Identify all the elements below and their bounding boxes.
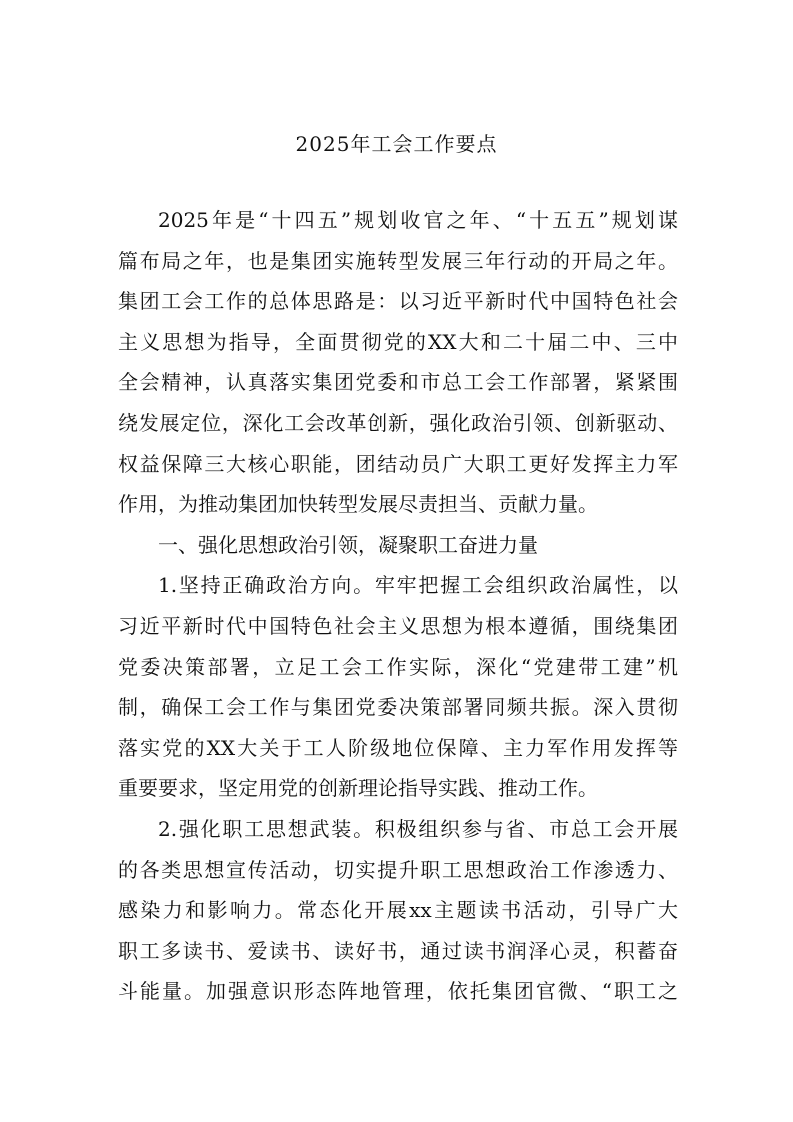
paragraph-intro-line-8: 作用，为推动集团加快转型发展尽责担当、贡献力量。 (118, 492, 598, 517)
paragraph-intro-line-5: 全会精神，认真落实集团党委和市总工会工作部署，紧紧围 (118, 370, 678, 395)
item-1-line-3: 党委决策部署，立足工会工作实际，深化“党建带工建”机 (118, 654, 678, 679)
item-1-line-5: 落实党的XX大关于工人阶级地位保障、主力军作用发挥等 (118, 735, 678, 760)
item-2-line-4: 职工多读书、爱读书、读好书，通过读书润泽心灵，积蓄奋 (118, 938, 678, 963)
paragraph-intro-line-2: 篇布局之年，也是集团实施转型发展三年行动的开局之年。 (118, 248, 678, 273)
paragraph-intro-line-3: 集团工会工作的总体思路是：以习近平新时代中国特色社会 (118, 289, 678, 314)
item-2-line-2: 的各类思想宣传活动，切实提升职工思想政治工作渗透力、 (118, 857, 678, 882)
document-title: 2025年工会工作要点 (295, 132, 498, 156)
item-1-line-2: 习近平新时代中国特色社会主义思想为根本遵循，围绕集团 (118, 613, 678, 638)
item-2-line-3: 感染力和影响力。常态化开展xx主题读书活动，引导广大 (118, 898, 678, 923)
paragraph-intro-line-6: 绕发展定位，深化工会改革创新，强化政治引领、创新驱动、 (118, 410, 678, 435)
section-heading-1: 一、强化思想政治引领，凝聚职工奋进力量 (158, 532, 538, 557)
item-1-line-1: 1.坚持正确政治方向。牢牢把握工会组织政治属性，以 (158, 573, 678, 598)
paragraph-intro-line-4: 主义思想为指导，全面贯彻党的XX大和二十届二中、三中 (118, 329, 678, 354)
item-1-line-6: 重要要求，坚定用党的创新理论指导实践、推动工作。 (118, 776, 598, 801)
item-1-line-4: 制，确保工会工作与集团党委决策部署同频共振。深入贯彻 (118, 695, 678, 720)
item-2-line-1: 2.强化职工思想武装。积极组织参与省、市总工会开展 (158, 816, 678, 841)
item-2-line-5: 斗能量。加强意识形态阵地管理，依托集团官微、“职工之 (118, 979, 678, 1004)
document-body (118, 200, 678, 1012)
paragraph-intro-line-7: 权益保障三大核心职能，团结动员广大职工更好发挥主力军 (118, 451, 678, 476)
paragraph-intro-line-1: 2025年是“十四五”规划收官之年、“十五五”规划谋 (158, 208, 678, 232)
